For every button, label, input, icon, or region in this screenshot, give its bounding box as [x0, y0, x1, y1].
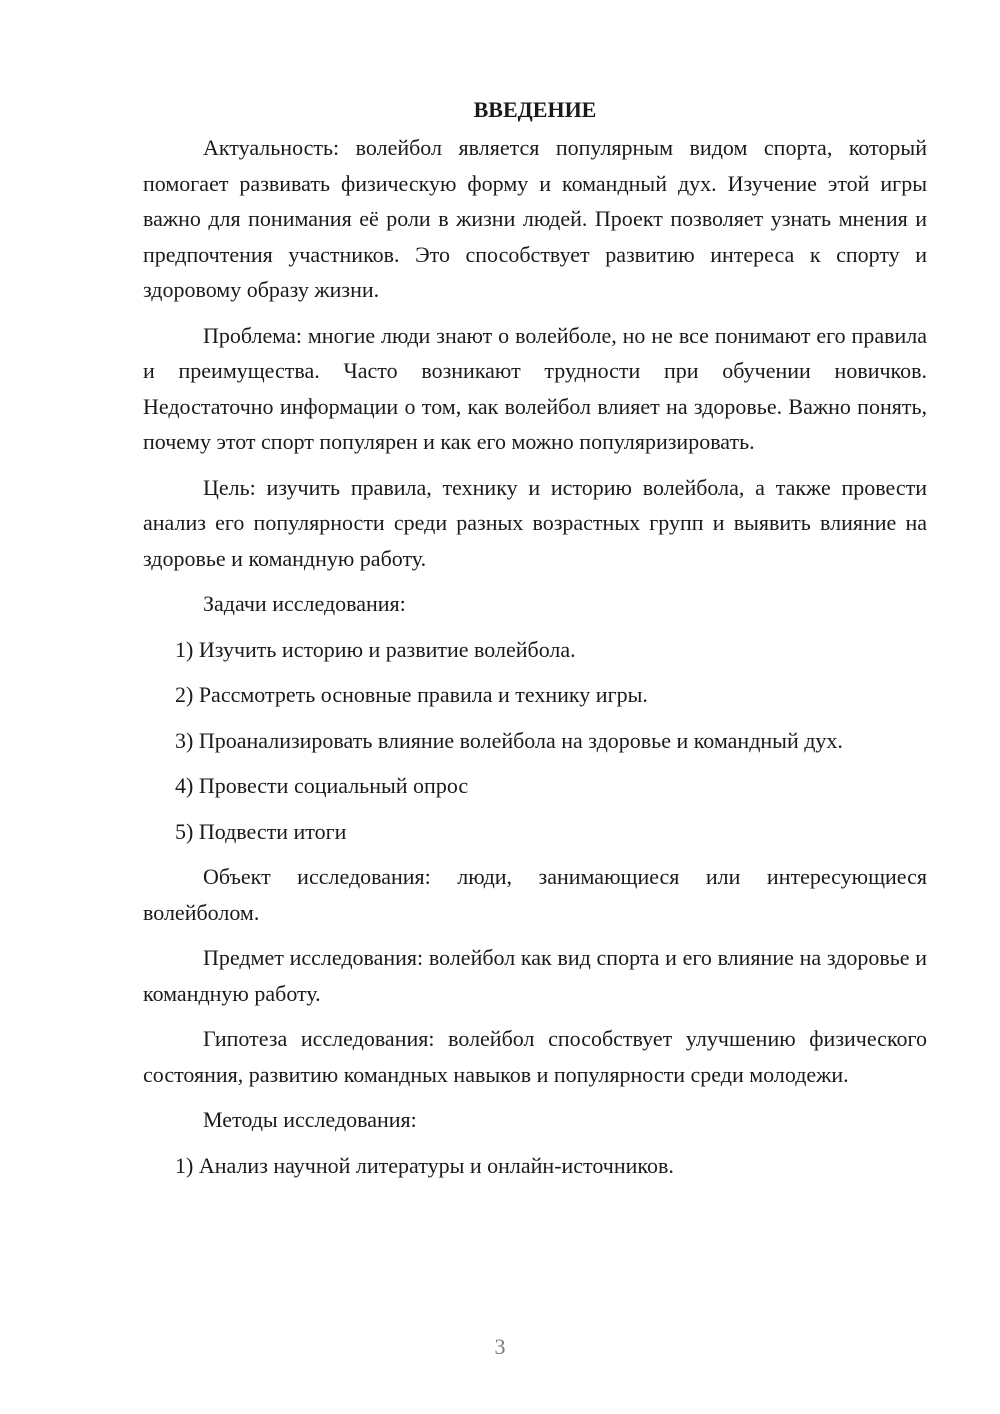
document-body [143, 90, 927, 1193]
paragraph-goal: Цель: изучить правила, технику и историю волейбола, а также провести анализ его популярности среди разных возрастных групп и выявить влияние на здоровье и командную работу. [143, 474, 927, 571]
page-title: ВВЕДЕНИЕ [473, 97, 597, 122]
tasks-heading: Задачи исследования: [203, 591, 406, 616]
list-item-method-1: 1) Анализ научной литературы и онлайн-источников. [175, 1152, 674, 1178]
list-item-task-1: 1) Изучить историю и развитие волейбола. [175, 636, 576, 662]
list-item-task-3: 3) Проанализировать влияние волейбола на здоровье и командный дух. [175, 727, 843, 753]
paragraph-relevance: Актуальность: волейбол является популярным видом спорта, который помогает развивать физическую форму и командный дух. Изучение этой игры важно для понимания её роли в жизни людей. Проект позволяет узнать мнения и предпочтения участников. Это способствует развитию интереса к спорту и здоровому образу жизни. [143, 135, 927, 302]
paragraph-problem: Проблема: многие люди знают о волейболе, но не все понимают его правила и преимущества. Часто возникают трудности при обучении новичков. Недостаточно информации о том, как волейбол влияет на здоровье. Важно понять, почему этот спорт популярен и как его можно популяризировать. [143, 322, 927, 454]
paragraph-subject: Предмет исследования: волейбол как вид спорта и его влияние на здоровье и командную работу. [143, 945, 927, 1006]
paragraph-hypothesis: Гипотеза исследования: волейбол способствует улучшению физического состояния, развитию командных навыков и популярности среди молодежи. [143, 1026, 927, 1087]
list-item-task-4: 4) Провести социальный опрос [175, 773, 469, 798]
methods-heading: Методы исследования: [203, 1107, 417, 1132]
paragraph-object: Объект исследования: люди, занимающиеся или интересующиеся волейболом. [143, 864, 927, 925]
list-item-task-2: 2) Рассмотреть основные правила и технику игры. [175, 682, 648, 707]
list-item-task-5: 5) Подвести итоги [175, 818, 347, 844]
page-number: 3 [494, 1334, 506, 1359]
